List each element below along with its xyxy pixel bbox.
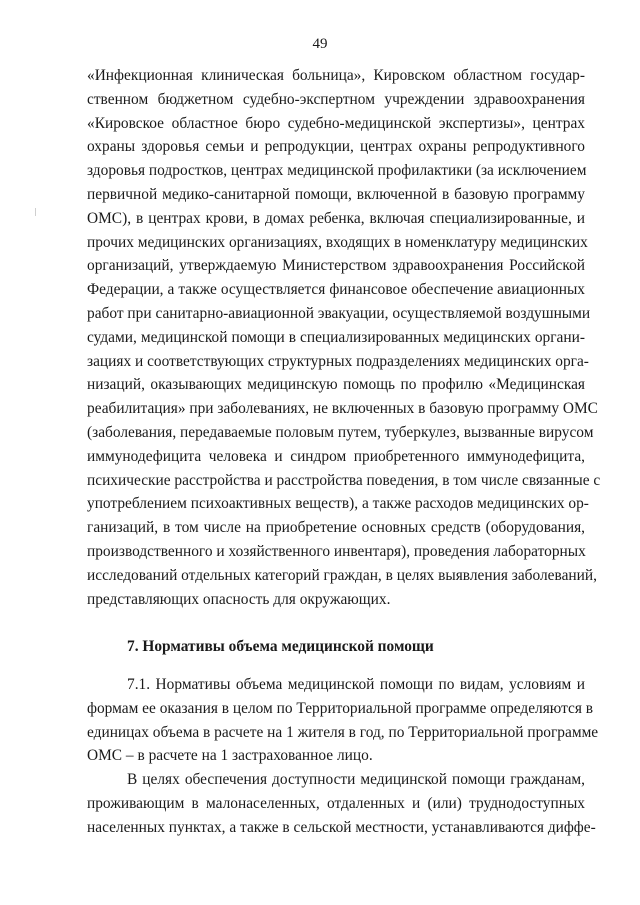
text-line: представляющих опасность для окружающих. (87, 590, 391, 608)
paragraph-2 (87, 673, 599, 768)
text-line: (заболевания, передаваемые половым путем, туберкулез, вызванные вирусом (87, 423, 594, 441)
text-line: низаций, оказывающих медицинскую помощь по профилю «Медицинская (87, 376, 585, 394)
text-line: организаций, утверждаемую Министерством здравоохранения Российской (87, 257, 585, 275)
text-line: работ при санитарно-авиационной эвакуации, осуществляемой воздушными (87, 304, 591, 322)
text-line: ганизаций, в том числе на приобретение основных средств (оборудования, (87, 519, 585, 537)
text-line: иммунодефицита человека и синдром приобретенного иммунодефицита, (87, 447, 585, 465)
paragraph-1 (87, 64, 601, 611)
text-line: населенных пунктах, а также в сельской местности, устанавливаются диффе- (87, 818, 596, 836)
margin-mark (35, 208, 36, 216)
text-line: охраны здоровья семьи и репродукции, центрах охраны репродуктивного (87, 138, 585, 156)
text-line: первичной медико-санитарной помощи, включенной в базовую программу (87, 185, 585, 203)
text-line: формам ее оказания в целом по Территориальной программе определяются в (87, 699, 594, 717)
text-line: «Кировское областное бюро судебно-медицинской экспертизы», центрах (87, 114, 585, 132)
text-line: «Инфекционная клиническая больница», Кировском областном государ- (87, 67, 585, 84)
text-line: здоровья подростков, центрах медицинской профилактики (за исключением (87, 162, 587, 180)
section-heading: 7. Нормативы объема медицинской помощи (127, 638, 434, 655)
text-line: исследований отдельных категорий граждан, в целях выявления заболеваний, (87, 566, 597, 584)
text-line: ОМС – в расчете на 1 застрахованное лицо. (87, 747, 373, 765)
text-line: употреблением психоактивных веществ), а также расходов медицинских ор- (87, 495, 589, 513)
text-line: Федерации, а также осуществляется финансовое обеспечение авиационных (87, 281, 585, 299)
text-line: зациях и соответствующих структурных подразделениях медицинских орга- (87, 352, 589, 370)
text-line: ОМС), в центрах крови, в домах ребенка, включая специализированные, и (87, 209, 585, 227)
text-line: производственного и хозяйственного инвентаря), проведения лабораторных (87, 542, 586, 560)
text-line: реабилитация» при заболеваниях, не включенных в базовую программу ОМС (87, 400, 598, 418)
text-line: проживающим в малонаселенных, отдаленных и (или) труднодоступных (87, 794, 585, 812)
text-line: единицах объема в расчете на 1 жителя в год, по Территориальной программе (87, 723, 599, 741)
text-line: 7.1. Нормативы объема медицинской помощи по видам, условиям и (127, 676, 585, 693)
text-line: прочих медицинских организациях, входящих в номенклатуру медицинских (87, 233, 588, 251)
paragraph-3 (87, 768, 596, 839)
text-line: В целях обеспечения доступности медицинской помощи гражданам, (127, 771, 585, 788)
text-line: судами, медицинской помощи в специализированных медицинских органи- (87, 328, 585, 346)
text-line: психические расстройства и расстройства поведения, в том числе связанные с (87, 471, 601, 489)
text-line: ственном бюджетном судебно-экспертном учреждении здравоохранения (87, 90, 585, 108)
page-number: 49 (312, 36, 328, 52)
